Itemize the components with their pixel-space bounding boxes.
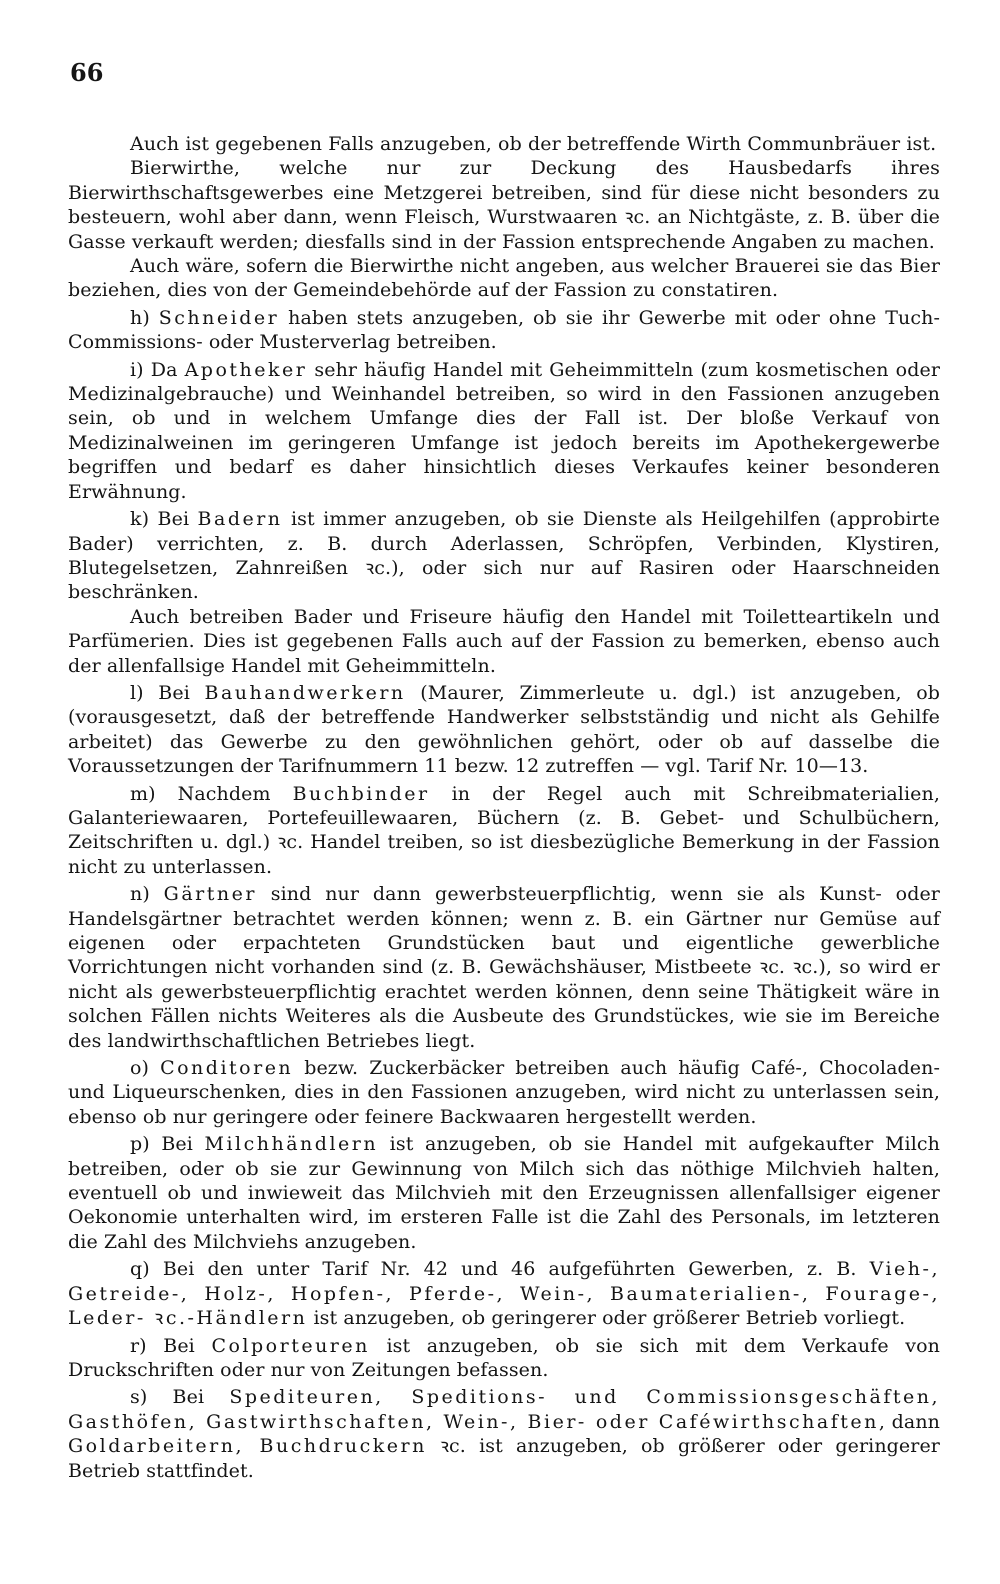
paragraph-text: (Maurer, Zimmerleute u. dgl.) ist anzugeben, ob (vorausgesetzt, daß der betreffende Handwerker selbstständig und nicht als Gehilfe arbeitet) das Gewerbe zu den gewöhnlichen gehört, oder ob auf dasselbe die Voraussetzungen der Tarifnummern 11 bezw. 12 zutreffen — vgl. Tarif Nr. 10—13. bbox=[68, 681, 940, 778]
paragraph-text: ist anzugeben, ob sie sich mit dem Verkaufe von Druckschriften oder nur von Zeitungen befassen. bbox=[68, 1334, 940, 1381]
paragraph-text: ꝛc. ist anzugeben, ob größerer oder geringerer Betrieb stattfindet. bbox=[68, 1435, 940, 1482]
paragraph-text: in der Regel auch mit Schreibmaterialien, Galanteriewaaren, Portefeuillewaaren, Büchern (z. B. Gebet- und Schulbüchern, Zeitschriften u. dgl.) ꝛc. Handel treiben, so ist diesbezügliche Bemerkung in der Fassion nicht zu unterlassen. bbox=[68, 782, 940, 878]
spaced-term: Bauhandwerkern bbox=[204, 681, 406, 704]
paragraph-text: ist anzugeben, ob geringerer oder größerer Betrieb vorliegt. bbox=[307, 1307, 906, 1330]
paragraph-text: ist immer anzugeben, ob sie Dienste als Heilgehilfen (approbirte Bader) verrichten, z. B. durch Aderlassen, Schröpfen, Verbinden, Klystiren, Blutegelsetzen, Zahnreißen ꝛc.), oder sich nur auf Rasiren oder Haarschneiden beschränken. bbox=[68, 508, 940, 604]
page-number: 66 bbox=[70, 58, 104, 87]
paragraph-s bbox=[68, 1385, 940, 1483]
paragraph-text: , dann bbox=[878, 1410, 940, 1433]
paragraph-prefix: s) Bei bbox=[130, 1386, 230, 1409]
paragraph-prefix: k) Bei bbox=[130, 508, 198, 531]
paragraph-prefix: l) Bei bbox=[130, 681, 205, 704]
paragraph-n bbox=[68, 882, 940, 1053]
paragraph-text: Auch ist gegebenen Falls anzugeben, ob der betreffende Wirth Communbräuer ist. bbox=[130, 133, 937, 155]
paragraph-text: ist anzugeben, ob sie Handel mit aufgekaufter Milch betreiben, oder ob sie zur Gewinnung von Milch sich das nöthige Milchvieh halten, eventuell ob und inwieweit das Milchvieh mit den Erzeugnissen allenfallsiger eigener Oekonomie unterhalten wird, im ersteren Falle ist die Zahl des Personals, im letzteren die Zahl des Milchviehs anzugeben. bbox=[68, 1133, 940, 1253]
paragraph-text: Bierwirthe, welche nur zur Deckung des Hausbedarfs ihres Bierwirthschaftsgewerbes eine Metzgerei betreiben, sind für diese nicht besonders zu besteuern, wohl aber dann, wenn Fleisch, Wurstwaaren ꝛc. an Nichtgäste, z. B. über die Gasse verkauft werden; diesfalls sind in der Fassion entsprechende Angaben zu machen. bbox=[68, 157, 940, 253]
paragraph-prefix: i) Da bbox=[130, 358, 185, 381]
body-text bbox=[68, 132, 940, 1483]
paragraph-text: sind nur dann gewerbsteuerpflichtig, wenn sie als Kunst- oder Handelsgärtner betrachtet werden können; wenn z. B. ein Gärtner nur Gemüse auf eigenen oder erpachteten Grundstücken baut und eigentliche gewerbliche Vorrichtungen nicht vorhanden sind (z. B. Gewächshäuser, Mistbeete ꝛc. ꝛc.), so wird er nicht als gewerbsteuerpflichtig erachtet werden können, denn seine Thätigkeit wäre in solchen Fällen nichts Weiteres als die Ausbeute des Grundstückes, wie sie im Bereiche des landwirthschaftlichen Betriebes liegt. bbox=[68, 883, 940, 1052]
paragraph-p bbox=[68, 1132, 940, 1254]
paragraph bbox=[68, 605, 940, 678]
spaced-term: Gärtner bbox=[163, 883, 257, 906]
spaced-term: Goldarbeitern, Buchdruckern bbox=[68, 1435, 427, 1458]
paragraph-text: haben stets anzugeben, ob sie ihr Gewerbe mit oder ohne Tuch-Commissions- oder Musterverlag betreiben. bbox=[68, 306, 940, 354]
paragraph-text: Auch betreiben Bader und Friseure häufig den Handel mit Toiletteartikeln und Parfümerien. Dies ist gegebenen Falls auch auf der Fassion zu bemerken, ebenso auch der allenfallsige Handel mit Geheimmitteln. bbox=[68, 605, 940, 677]
paragraph-prefix: h) bbox=[130, 306, 159, 329]
paragraph-i bbox=[68, 358, 940, 504]
paragraph-text: Auch wäre, sofern die Bierwirthe nicht angeben, aus welcher Brauerei sie das Bier beziehen, dies von der Gemeindebehörde auf der Fassion zu constatiren. bbox=[68, 255, 940, 302]
spaced-term: Vieh-, Getreide-, Holz-, Hopfen-, Pferde-, Wein-, Baumaterialien-, Fourage-, Leder- ꝛc.-Händlern bbox=[68, 1258, 940, 1330]
paragraph-h bbox=[68, 306, 940, 355]
paragraph-prefix: o) bbox=[130, 1057, 161, 1080]
spaced-term: Apotheker bbox=[184, 358, 308, 381]
spaced-term: Colporteuren bbox=[211, 1334, 370, 1357]
paragraph bbox=[68, 254, 940, 303]
paragraph-text: sehr häufig Handel mit Geheimmitteln (zum kosmetischen oder Medizinalgebrauche) und Weinhandel betreiben, so wird in den Fassionen anzugeben sein, ob und in welchem Umfange dies der Fall ist. Der bloße Verkauf von Medizinalweinen im geringeren Umfange ist jedoch bereits im Apothekergewerbe begriffen und bedarf es daher hinsichtlich dieses Verkaufes keiner besonderen Erwähnung. bbox=[68, 358, 940, 503]
spaced-term: Buchbinder bbox=[292, 782, 430, 805]
paragraph-r bbox=[68, 1334, 940, 1383]
paragraph-o bbox=[68, 1056, 940, 1129]
paragraph bbox=[68, 132, 940, 156]
paragraph-q bbox=[68, 1257, 940, 1330]
spaced-term: Conditoren bbox=[160, 1057, 294, 1080]
spaced-term: Spediteuren, Speditions- und Commissionsgeschäften, Gasthöfen, Gastwirthschaften, Wein-, Bier- oder Caféwirthschaften bbox=[68, 1386, 941, 1433]
paragraph bbox=[68, 156, 940, 254]
spaced-term: Schneider bbox=[158, 306, 280, 329]
paragraph-m bbox=[68, 782, 940, 880]
paragraph-prefix: r) Bei bbox=[130, 1334, 212, 1357]
spaced-term: Badern bbox=[197, 508, 283, 531]
paragraph-prefix: n) bbox=[130, 883, 164, 906]
paragraph-k bbox=[68, 507, 940, 605]
paragraph-prefix: q) Bei den unter Tarif Nr. 42 und 46 aufgeführten Gewerben, z. B. bbox=[130, 1258, 870, 1281]
spaced-term: Milchhändlern bbox=[204, 1133, 379, 1156]
paragraph-text: bezw. Zuckerbäcker betreiben auch häufig Café-, Chocoladen- und Liqueurschenken, dies in den Fassionen anzugeben, wird nicht zu unterlassen sein, ebenso ob nur geringere oder feinere Backwaaren hergestellt werden. bbox=[68, 1057, 940, 1128]
paragraph-l bbox=[68, 681, 940, 779]
paragraph-prefix: p) Bei bbox=[130, 1133, 205, 1156]
paragraph-prefix: m) Nachdem bbox=[130, 782, 293, 805]
